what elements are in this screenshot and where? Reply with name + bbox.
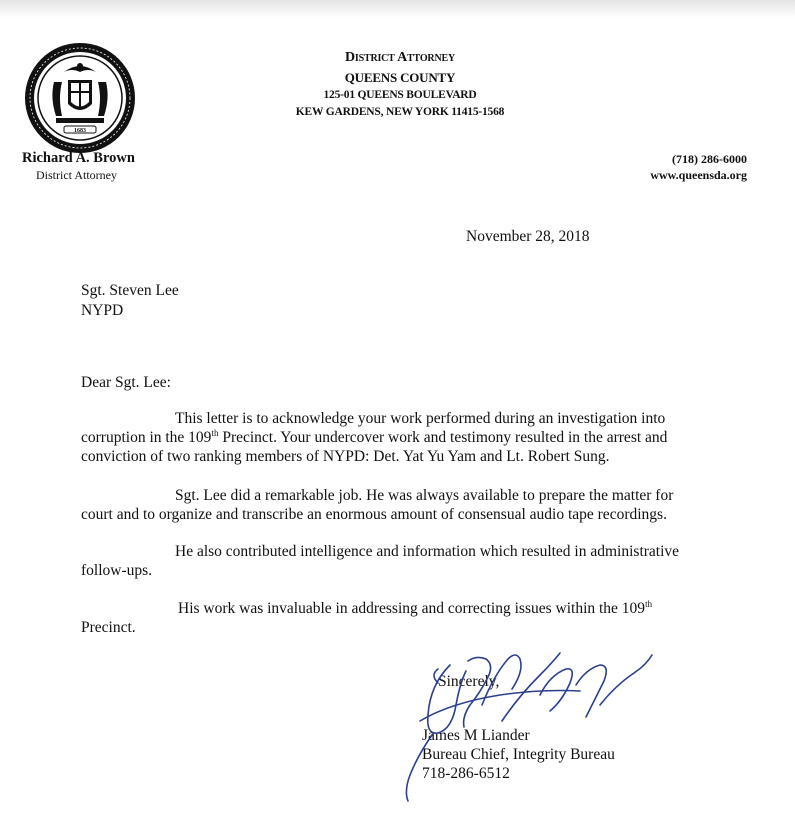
recipient-name: Sgt. Steven Lee — [81, 282, 179, 299]
address-city: KEW GARDENS, NEW YORK 11415-1568 — [295, 106, 505, 118]
body-p1-line3: conviction of two ranking members of NYPD: Det. Yat Yu Yam and Lt. Robert Sung. — [81, 448, 610, 465]
office-heading: District Attorney — [345, 50, 455, 65]
county-heading: QUEENS COUNTY — [344, 70, 456, 85]
body-p3-line2: follow-ups. — [81, 562, 153, 579]
body-p2-line2: court and to organize and transcribe an enormous amount of consensual audio tape recordings. — [81, 506, 667, 523]
body-p2-line1: Sgt. Lee did a remarkable job. He was always available to prepare the matter for — [175, 487, 674, 504]
body-p1-line2: corruption in the 109th Precinct. Your undercover work and testimony resulted in the arrest and — [81, 428, 668, 446]
sender-website: www.queensda.org — [650, 168, 747, 182]
sender-title: District Attorney — [36, 168, 117, 182]
signer-name: James M Liander — [422, 727, 530, 744]
salutation: Dear Sgt. Lee: — [81, 374, 171, 391]
county-seal-logo — [24, 42, 136, 154]
body-p1-line1: This letter is to acknowledge your work performed during an investigation into — [175, 410, 666, 427]
ordinal-suffix: th — [211, 428, 219, 438]
address-street: 125-01 QUEENS BOULEVARD — [323, 89, 477, 101]
recipient-org: NYPD — [81, 302, 124, 319]
body-p4-line2: Precinct. — [81, 619, 136, 636]
ordinal-suffix: th — [645, 599, 653, 609]
signer-title: Bureau Chief, Integrity Bureau — [422, 746, 615, 763]
signer-phone: 718-286-6512 — [422, 765, 510, 782]
body-p4-line1: His work was invaluable in addressing and correcting issues within the 109th — [178, 599, 653, 617]
closing: Sincerely, — [438, 673, 500, 690]
seal-year-text: 1683 — [74, 128, 86, 134]
sender-phone: (718) 286-6000 — [672, 152, 747, 166]
letter-date: November 28, 2018 — [466, 228, 590, 245]
sender-name: Richard A. Brown — [22, 150, 135, 166]
scan-top-shadow — [0, 0, 795, 18]
body-p3-line1: He also contributed intelligence and information which resulted in administrative — [175, 543, 680, 560]
